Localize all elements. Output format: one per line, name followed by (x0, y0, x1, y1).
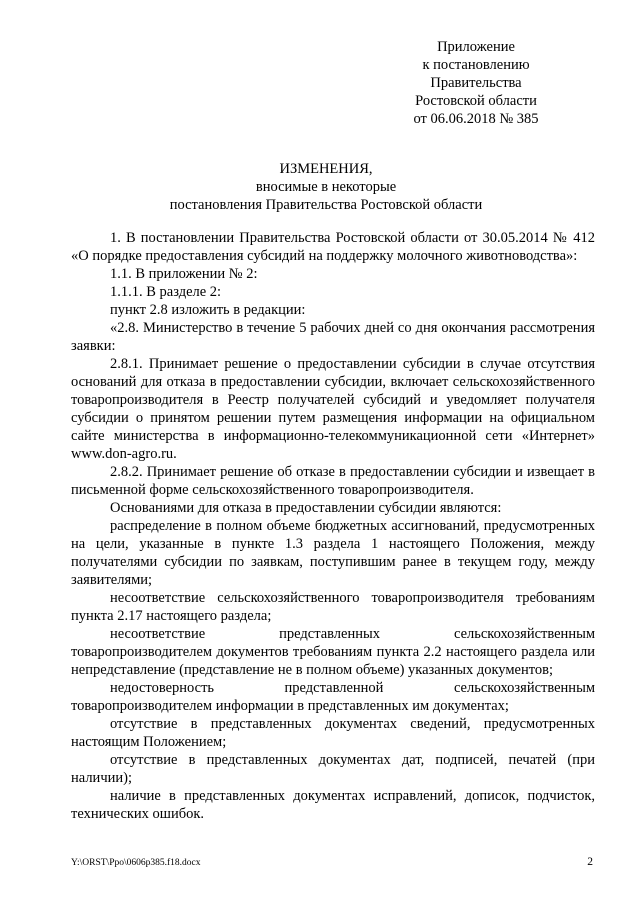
document-body (71, 229, 595, 823)
paragraph: несоответствие сельскохозяйственного товаропроизводителя требованиям пункта 2.17 настоящего раздела; (71, 590, 595, 624)
paragraph: 1. В постановлении Правительства Ростовской области от 30.05.2014 № 412 «О порядке предоставления субсидий на поддержку молочного животноводства»: (71, 230, 595, 264)
paragraph: отсутствие в представленных документах дат, подписей, печатей (при наличии); (71, 752, 595, 786)
appendix-line: Ростовской области (415, 93, 537, 109)
paragraph: распределение в полном объеме бюджетных ассигнований, предусмотренных на цели, указанные в пункте 1.3 раздела 1 настоящего Положения, между получателями субсидии по заявкам, поступившим ранее в текущем году, между заявителями; (71, 518, 595, 588)
appendix-header (386, 38, 566, 128)
paragraph: 2.8.1. Принимает решение о предоставлении субсидии в случае отсутствия оснований для отказа в предоставлении субсидии, включает сельскохозяйственного товаропроизводителя в Реестр получателей субсидий и уведомляет получателя субсидии о принятом решении путем размещения информации на официальном сайте министерства в информационно-телекоммуникационной сети «Интернет» www.don-agro.ru. (71, 356, 595, 462)
title-heading: ИЗМЕНЕНИЯ, (279, 161, 373, 177)
footer-file-path: Y:\ORST\Ppo\0606p385.f18.docx (71, 858, 201, 868)
page-number: 2 (587, 856, 593, 868)
appendix-line: к постановлению (422, 57, 530, 73)
paragraph: недостоверность представленной сельскохозяйственным товаропроизводителем информации в представленных им документах; (71, 680, 595, 714)
title-subline: вносимые в некоторые (255, 179, 397, 195)
document-title (70, 160, 582, 214)
appendix-line: Правительства (430, 75, 522, 91)
paragraph: 1.1. В приложении № 2: (110, 266, 258, 282)
paragraph: несоответствие представленных сельскохозяйственным товаропроизводителем документов требованиям пункта 2.2 настоящего раздела или непредставление (представление не в полном объеме) указанных документов; (71, 626, 595, 678)
paragraph: наличие в представленных документах исправлений, дописок, подчисток, технических ошибок. (71, 788, 595, 822)
paragraph: «2.8. Министерство в течение 5 рабочих дней со дня окончания рассмотрения заявки: (71, 320, 595, 354)
paragraph: Основаниями для отказа в предоставлении субсидии являются: (110, 500, 502, 516)
appendix-line: Приложение (437, 39, 515, 55)
paragraph: 1.1.1. В разделе 2: (110, 284, 222, 300)
paragraph: пункт 2.8 изложить в редакции: (110, 302, 306, 318)
paragraph: 2.8.2. Принимает решение об отказе в предоставлении субсидии и извещает в письменной форме сельскохозяйственного товаропроизводителя. (71, 464, 595, 498)
appendix-line: от 06.06.2018 № 385 (413, 111, 539, 127)
title-subline: постановления Правительства Ростовской области (169, 197, 483, 213)
paragraph: отсутствие в представленных документах сведений, предусмотренных настоящим Положением; (71, 716, 595, 750)
